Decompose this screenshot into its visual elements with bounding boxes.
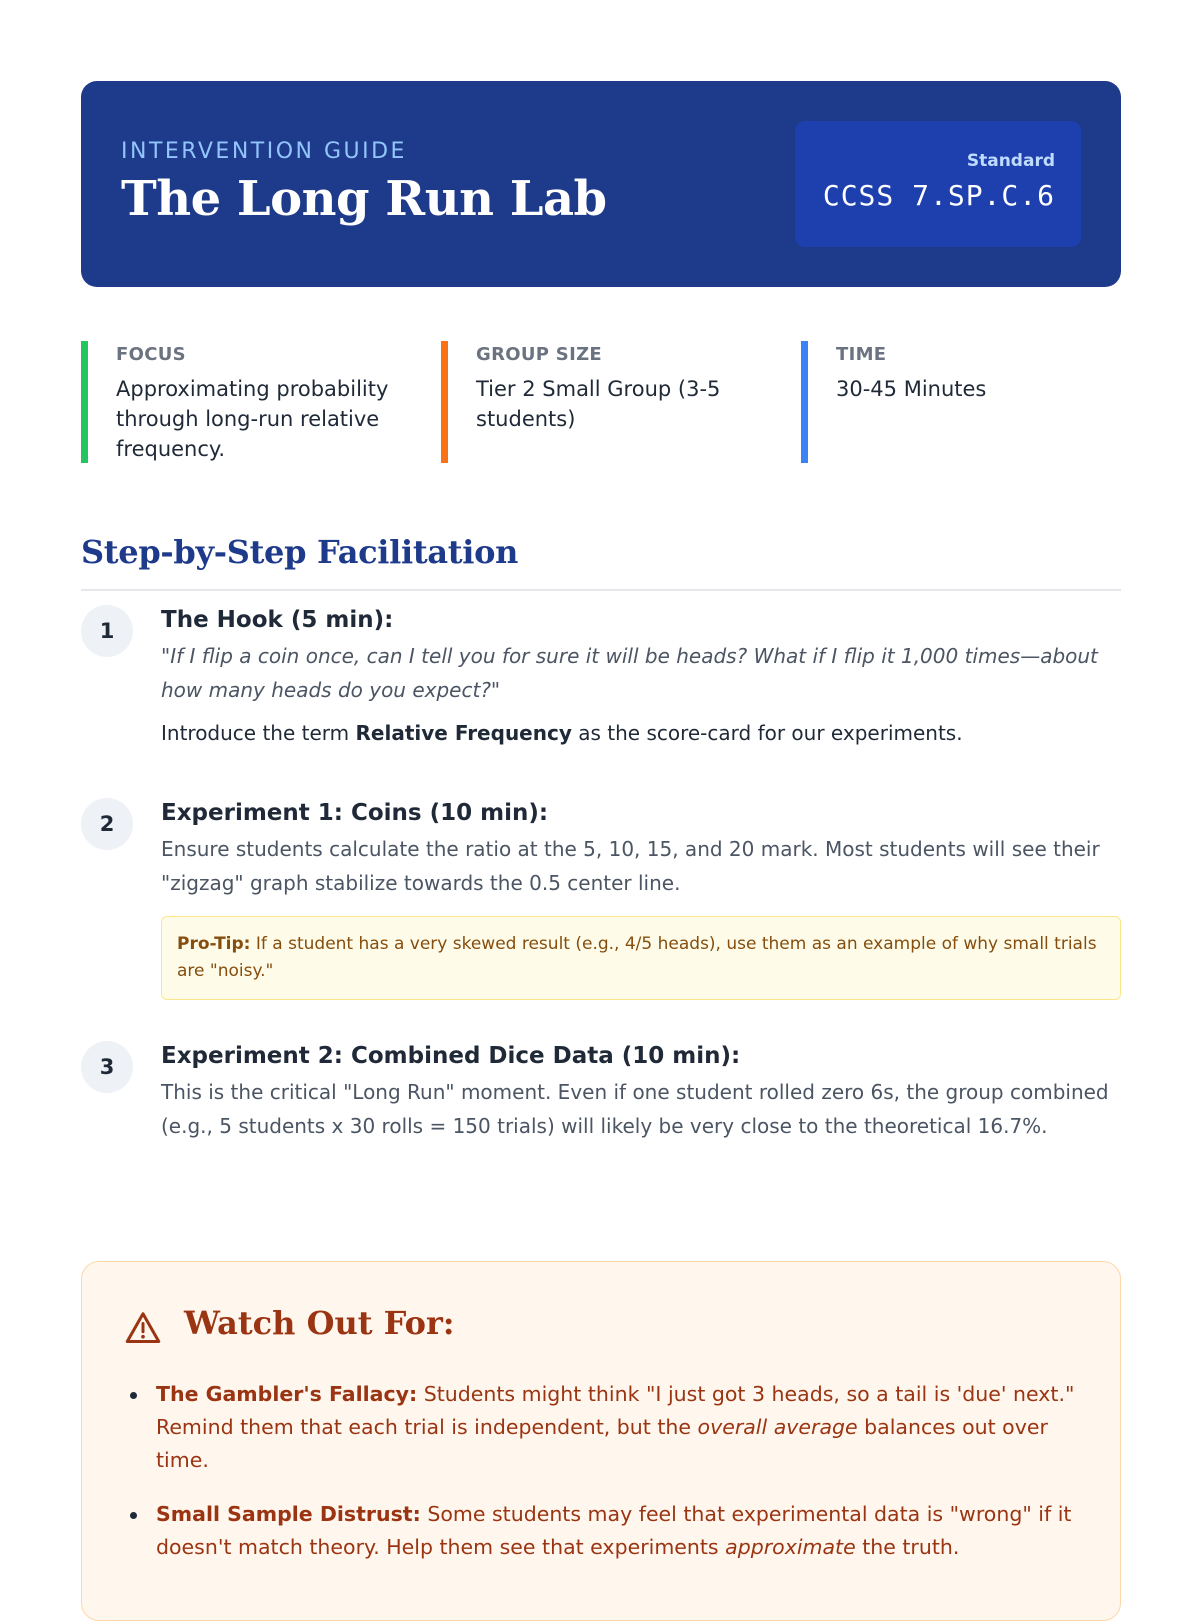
item-text: Students might think "I just got 3 heads, so a tail is 'due' next." Remind them that each trial is independent, but the bbox=[156, 1382, 1075, 1439]
meta-row bbox=[81, 341, 1121, 463]
section-divider bbox=[81, 589, 1121, 591]
step-body bbox=[161, 605, 1121, 749]
step-title: Experiment 1: Coins (10 min): bbox=[161, 800, 549, 826]
guide-eyebrow: INTERVENTION GUIDE bbox=[121, 139, 407, 164]
step-quote: "If I flip a coin once, can I tell you for sure it will be heads? What if I flip it 1,000 times—about how many heads do you expect?" bbox=[161, 644, 1098, 702]
step-description: Ensure students calculate the ratio at the 5, 10, 15, and 20 mark. Most students will see their "zigzag" graph stabilize towards the 0.5 center line. bbox=[161, 837, 1100, 895]
list-item bbox=[128, 1378, 1078, 1477]
standard-badge bbox=[795, 121, 1081, 247]
step-text bbox=[161, 717, 1121, 749]
warning-triangle-icon bbox=[124, 1310, 162, 1346]
page-title: The Long Run Lab bbox=[121, 171, 607, 227]
meta-focus bbox=[81, 341, 411, 463]
guide-header bbox=[81, 81, 1121, 287]
item-text-end: the truth. bbox=[855, 1535, 960, 1559]
meta-group-size bbox=[441, 341, 771, 463]
item-emphasis: overall average bbox=[697, 1415, 858, 1439]
step-number-badge: 3 bbox=[81, 1041, 133, 1093]
pro-tip-label: Pro-Tip: bbox=[177, 934, 251, 954]
watch-out-list bbox=[128, 1378, 1078, 1585]
pro-tip-text: If a student has a very skewed result (e.g., 4/5 heads), use them as an example of why small trials are "noisy." bbox=[177, 934, 1097, 981]
step-text-before: Introduce the term bbox=[161, 721, 356, 745]
pro-tip-box bbox=[161, 916, 1121, 1000]
step-title: The Hook (5 min): bbox=[161, 607, 394, 633]
intervention-guide-page bbox=[81, 81, 1121, 1559]
meta-focus-value: Approximating probability through long-run relative frequency. bbox=[116, 377, 389, 461]
item-bold: The Gambler's Fallacy: bbox=[156, 1382, 418, 1406]
meta-group-size-label: GROUP SIZE bbox=[476, 344, 603, 365]
step-number-badge: 2 bbox=[81, 798, 133, 850]
item-text-end: balances out over time. bbox=[156, 1415, 1048, 1472]
meta-time-label: TIME bbox=[836, 344, 887, 365]
item-text: Some students may feel that experimental data is "wrong" if it doesn't match theory. Help them see that experiments bbox=[156, 1502, 1072, 1559]
item-bold: Small Sample Distrust: bbox=[156, 1502, 421, 1526]
standard-code: CCSS 7.SP.C.6 bbox=[822, 179, 1055, 212]
meta-group-size-value: Tier 2 Small Group (3-5 students) bbox=[476, 377, 721, 431]
item-emphasis: approximate bbox=[725, 1535, 856, 1559]
meta-focus-label: FOCUS bbox=[116, 344, 186, 365]
standard-label: Standard bbox=[966, 151, 1055, 171]
step-number-badge: 1 bbox=[81, 605, 133, 657]
step-description: This is the critical "Long Run" moment. Even if one student rolled zero 6s, the group combined (e.g., 5 students x 30 rolls = 150 trials) will likely be very close to the theoretical 16.7%. bbox=[161, 1080, 1109, 1138]
step-body bbox=[161, 1041, 1121, 1143]
step-text-after: as the score-card for our experiments. bbox=[571, 721, 963, 745]
step-title: Experiment 2: Combined Dice Data (10 min): bbox=[161, 1043, 741, 1069]
watch-out-box bbox=[81, 1261, 1121, 1621]
section-title: Step-by-Step Facilitation bbox=[81, 533, 519, 571]
meta-time bbox=[801, 341, 1121, 463]
step-body bbox=[161, 798, 1121, 1000]
meta-time-value: 30-45 Minutes bbox=[836, 377, 987, 401]
step-text-bold: Relative Frequency bbox=[355, 721, 572, 745]
watch-out-title: Watch Out For: bbox=[184, 1304, 455, 1342]
list-item bbox=[128, 1498, 1078, 1564]
